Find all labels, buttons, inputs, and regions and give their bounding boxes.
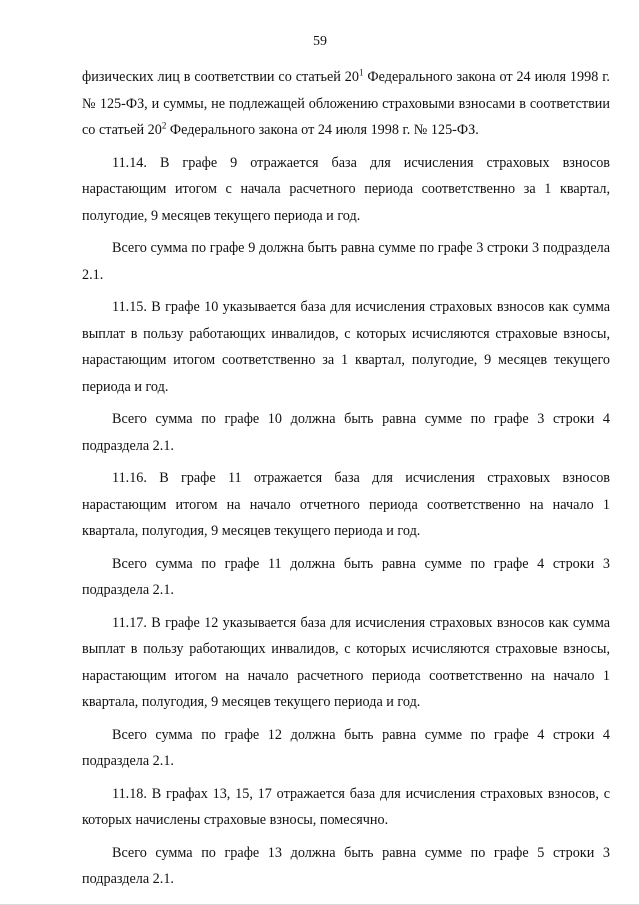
paragraph-11-15: 11.15. В графе 10 указывается база для исчисления страховых взносов как сумма выплат в пользу работающих инвалидов, с которых исчисляются страховые взносы, нарастающим итогом соответственно за 1 квартал, полугодие, 9 месяцев текущего периода и год. bbox=[82, 299, 610, 395]
superscript: 1 bbox=[359, 67, 364, 78]
page-number: 59 bbox=[313, 34, 327, 49]
paragraph-11-15-total: Всего сумма по графе 10 должна быть равна сумме по графе 3 строки 4 подраздела 2.1. bbox=[82, 411, 610, 454]
paragraph-11-16-total: Всего сумма по графе 11 должна быть равна сумме по графе 4 строки 3 подраздела 2.1. bbox=[82, 555, 610, 598]
paragraph-11-17-total: Всего сумма по графе 12 должна быть равна сумме по графе 4 строки 4 подраздела 2.1. bbox=[82, 726, 610, 769]
paragraph-11-16: 11.16. В графе 11 отражается база для исчисления страховых взносов нарастающим итогом на начало отчетного периода соответственно на начало 1 квартала, полугодия, 9 месяцев текущего периода и год. bbox=[82, 470, 610, 539]
document-body bbox=[82, 64, 610, 893]
paragraph-continuation: физических лиц в соответствии со статьей $20^1$ Федерального закона от 24 июля 1998 г. № 125-ФЗ, и суммы, не подлежащей обложению страховыми взносами в соответствии со статьей $20^2$ Федерального закона от 24 июля 1998 г. № 125-ФЗ. bbox=[82, 67, 610, 138]
paragraph-11-18-total: Всего сумма по графе 13 должна быть равна сумме по графе 5 строки 3 подраздела 2.1. bbox=[82, 844, 610, 887]
paragraph-11-14-total: Всего сумма по графе 9 должна быть равна сумме по графе 3 строки 3 подраздела 2.1. bbox=[82, 240, 610, 283]
superscript: 2 bbox=[161, 120, 167, 131]
paragraph-11-17: 11.17. В графе 12 указывается база для исчисления страховых взносов как сумма выплат в пользу работающих инвалидов, с которых исчисляются страховые взносы, нарастающим итогом на начало расчетного периода соответственно на начало 1 квартала, полугодия, 9 месяцев текущего периода и год. bbox=[82, 614, 610, 710]
paragraph-11-18: 11.18. В графах 13, 15, 17 отражается база для исчисления страховых взносов, с которых начислены страховые взносы, помесячно. bbox=[82, 785, 610, 828]
paragraph-11-14: 11.14. В графе 9 отражается база для исчисления страховых взносов нарастающим итогом с начала расчетного периода соответственно за 1 квартал, полугодие, 9 месяцев текущего периода и год. bbox=[82, 154, 610, 224]
